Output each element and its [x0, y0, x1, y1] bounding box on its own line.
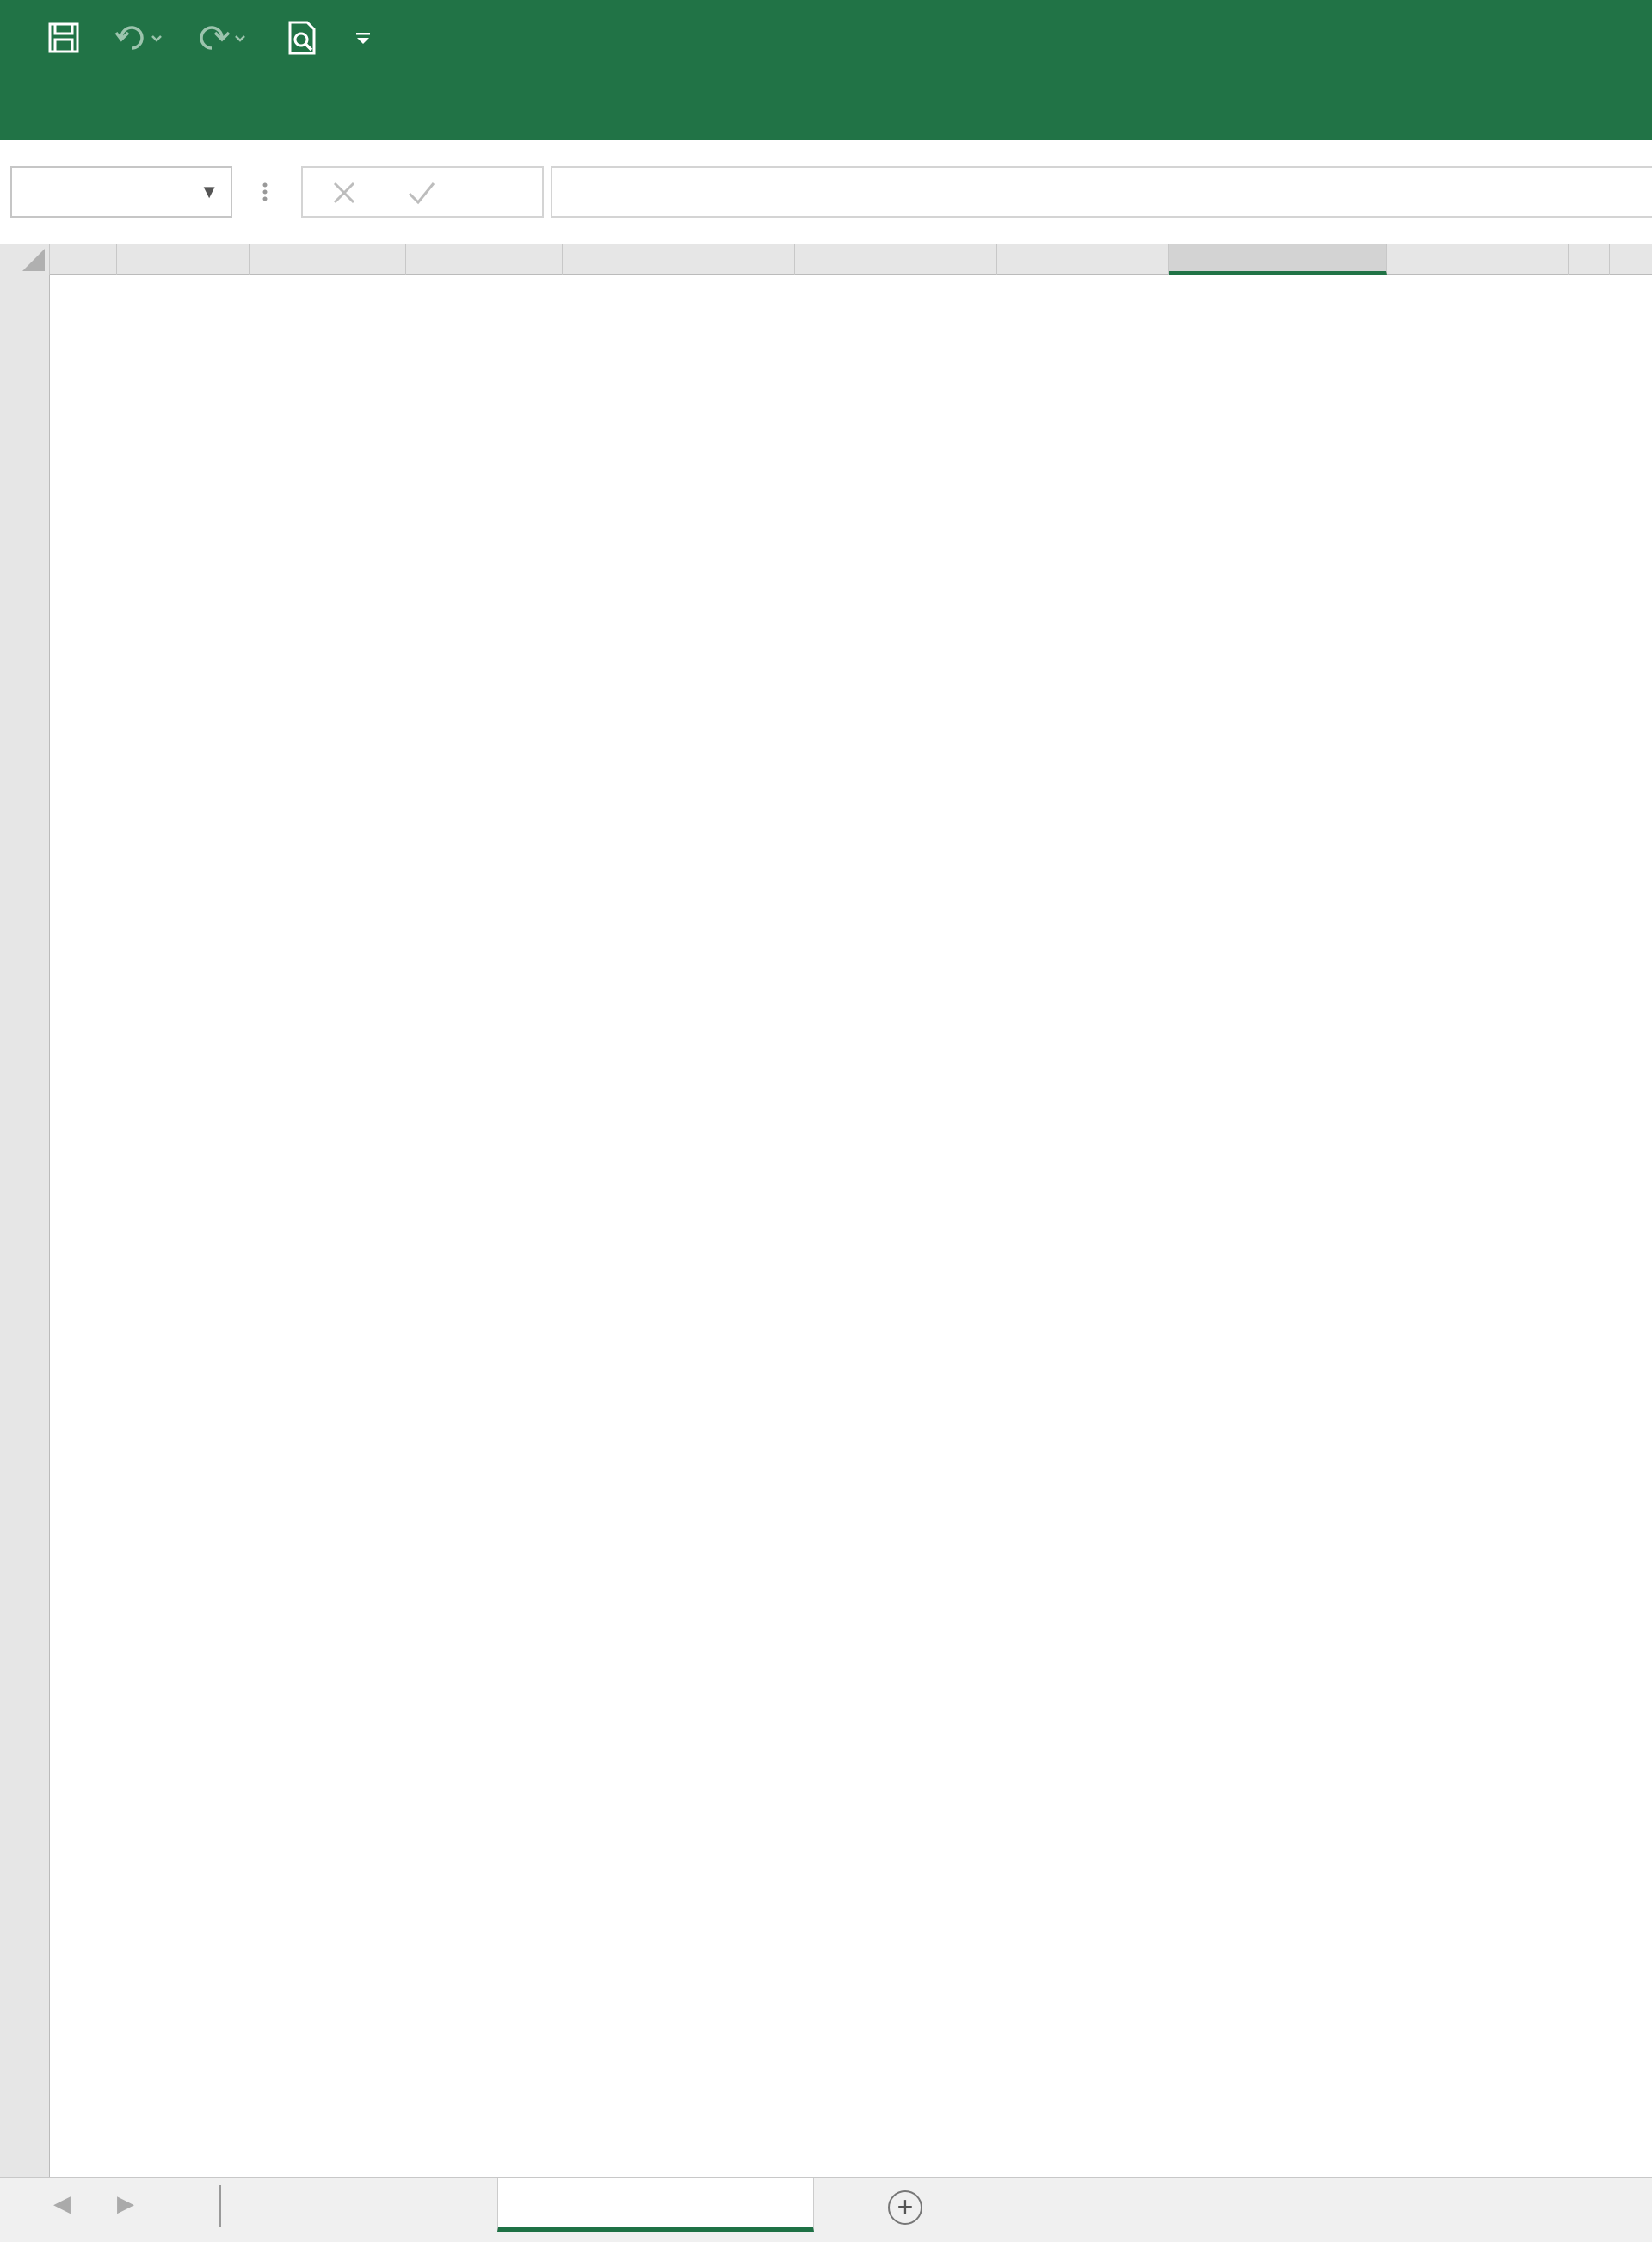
- tab-print-project-report[interactable]: [497, 2178, 814, 2232]
- formula-buttons: [301, 166, 544, 218]
- redo-icon[interactable]: [191, 15, 253, 60]
- chevron-down-icon[interactable]: ▼: [200, 181, 219, 202]
- undo-icon[interactable]: [108, 15, 170, 60]
- tab-divider: [219, 2185, 221, 2227]
- column-header-e[interactable]: [563, 244, 795, 275]
- column-header-g[interactable]: [997, 244, 1169, 275]
- add-sheet-icon[interactable]: +: [888, 2190, 922, 2225]
- column-header-c[interactable]: [250, 244, 406, 275]
- formula-bar-grip-icon[interactable]: [262, 176, 268, 207]
- column-header-f[interactable]: [795, 244, 997, 275]
- ribbon: [0, 0, 1652, 140]
- row-headers: [0, 275, 50, 2177]
- name-box[interactable]: [10, 166, 232, 218]
- column-header-a[interactable]: [50, 244, 117, 275]
- scroll-tabs-left-icon[interactable]: ◀: [53, 2190, 71, 2216]
- customize-qat-icon[interactable]: [348, 15, 379, 60]
- column-header-i[interactable]: [1387, 244, 1569, 275]
- column-header-b[interactable]: [117, 244, 250, 275]
- column-headers: [0, 244, 1652, 275]
- column-header-d[interactable]: [406, 244, 563, 275]
- sheet-tab-bar: [0, 2177, 1652, 2242]
- enter-check-icon[interactable]: [404, 173, 439, 215]
- column-header-h[interactable]: [1169, 244, 1387, 275]
- tab-insert-data-here[interactable]: [224, 2178, 490, 2232]
- save-icon[interactable]: [41, 15, 86, 60]
- cancel-icon[interactable]: [327, 173, 361, 215]
- column-header-j[interactable]: [1569, 244, 1610, 275]
- select-all-corner[interactable]: [0, 244, 50, 275]
- print-preview-icon[interactable]: [280, 15, 324, 60]
- formula-input[interactable]: [551, 166, 1652, 218]
- worksheet-grid[interactable]: [50, 275, 1652, 2177]
- scroll-tabs-right-icon[interactable]: ▶: [117, 2190, 134, 2216]
